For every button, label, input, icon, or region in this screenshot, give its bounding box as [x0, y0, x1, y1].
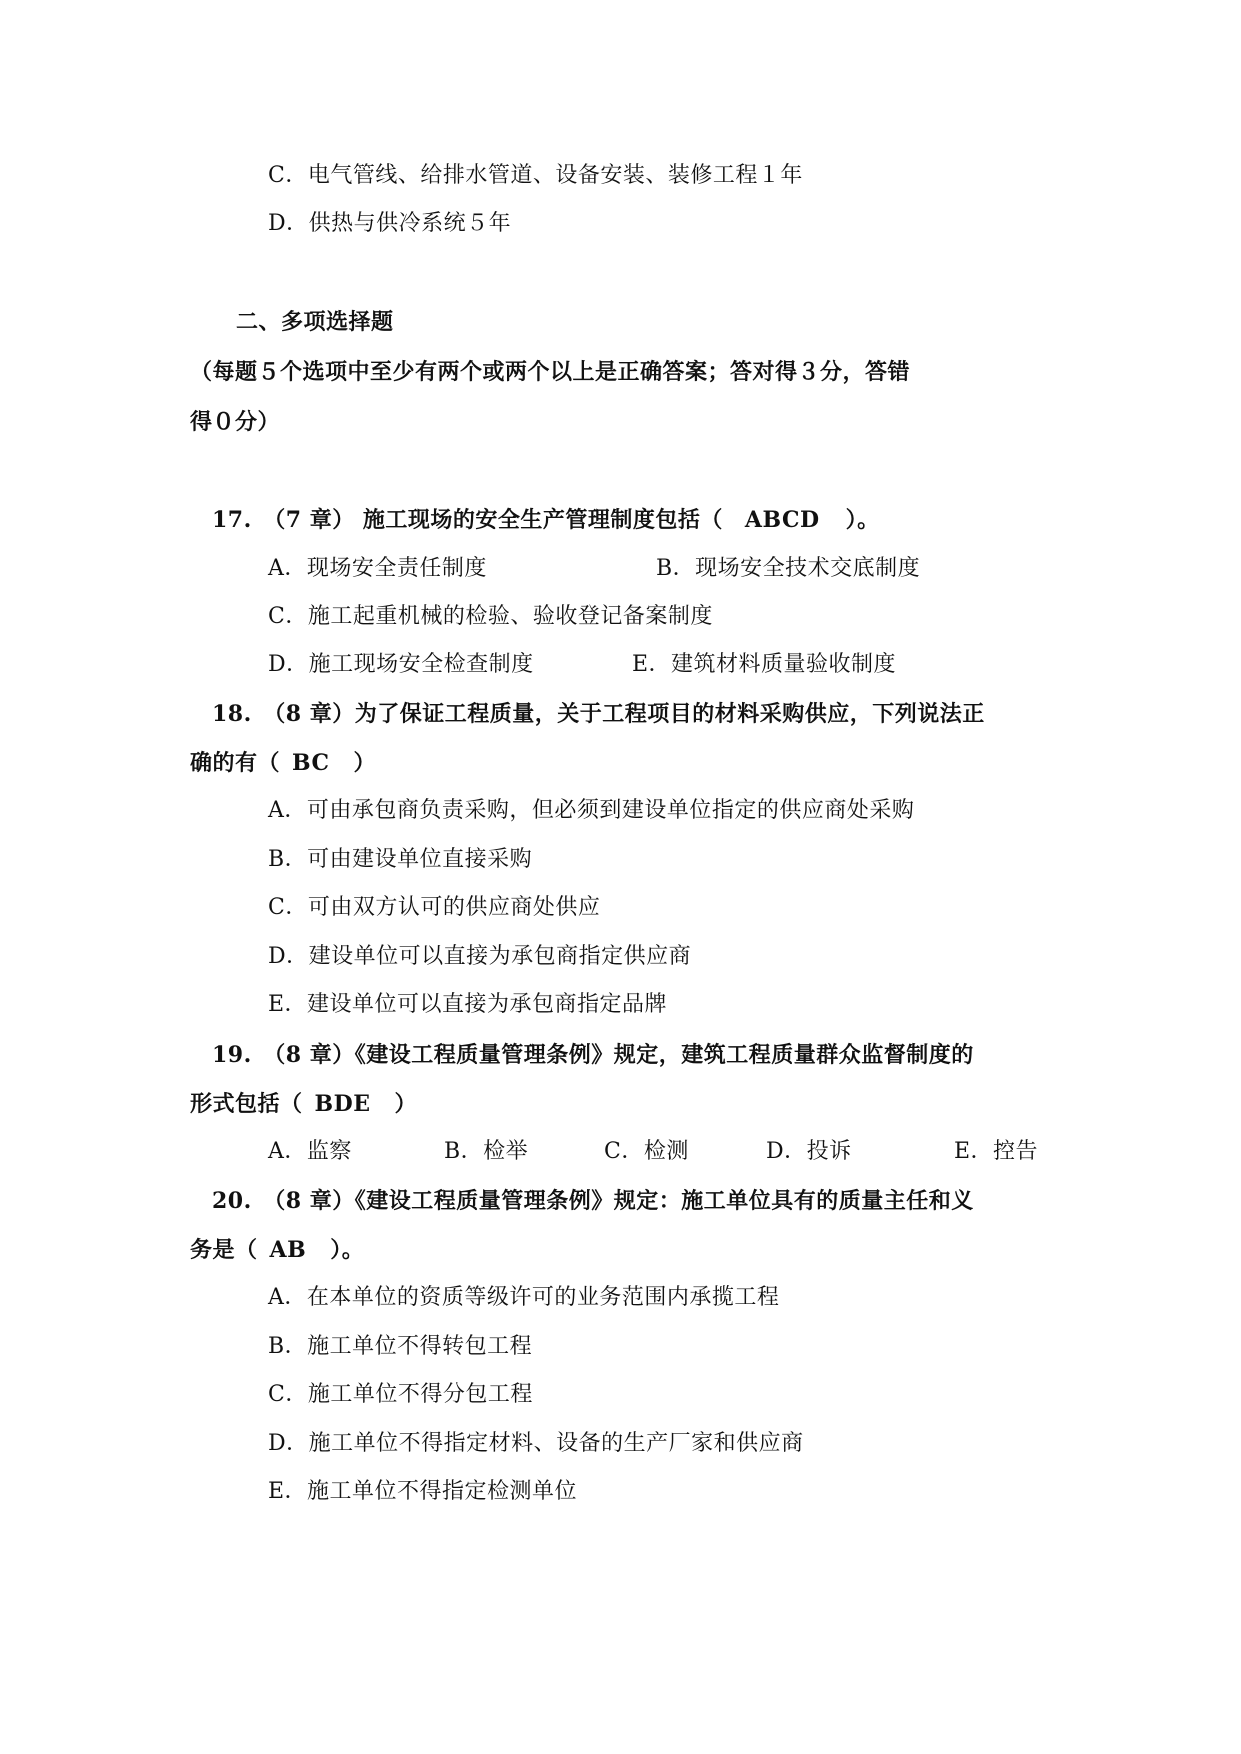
question-17-option-d: D．施工现场安全检查制度 — [268, 652, 534, 677]
question-18-option-e: E．建设单位可以直接为承包商指定品牌 — [268, 992, 668, 1017]
question-19-prefix: 形式包括（ — [190, 1091, 303, 1117]
question-20-stem-line1: 20. （8 章）《建设工程质量管理条例》规定：施工单位具有的质量主任和义 — [212, 1188, 974, 1214]
question-17-option-a: A．现场安全责任制度 — [268, 556, 487, 581]
question-19-option-c: C．检测 — [604, 1139, 689, 1164]
question-18-option-a: A．可由承包商负责采购，但必须到建设单位指定的供应商处采购 — [268, 798, 915, 823]
question-20-option-e: E．施工单位不得指定检测单位 — [268, 1479, 578, 1504]
question-19-answer: BDE — [314, 1091, 371, 1117]
question-17-suffix: ）。 — [845, 507, 880, 533]
question-18-prefix: 确的有（ — [190, 750, 281, 776]
question-17-answer: ABCD — [744, 507, 820, 533]
question-17-option-b: B．现场安全技术交底制度 — [656, 556, 921, 581]
question-18-stem-line1: 18. （8 章）为了保证工程质量，关于工程项目的材料采购供应，下列说法正 — [212, 701, 985, 727]
question-19-option-b: B．检举 — [444, 1139, 529, 1164]
question-18-option-b: B．可由建设单位直接采购 — [268, 847, 533, 872]
question-20-suffix: ）。 — [330, 1237, 365, 1263]
option-d-text: D．供热与供冷系统５年 — [268, 211, 512, 236]
section-heading: 二、多项选择题 — [236, 309, 394, 335]
question-20-prefix: 务是（ — [190, 1237, 258, 1263]
question-17-option-e: E．建筑材料质量验收制度 — [632, 652, 897, 677]
question-20-option-b: B．施工单位不得转包工程 — [268, 1334, 533, 1359]
question-18-stem-line2 — [190, 748, 376, 778]
option-c-text: C．电气管线、给排水管道、设备安装、装修工程１年 — [268, 163, 803, 188]
question-20-answer: AB — [269, 1237, 307, 1263]
question-18-suffix: ） — [353, 750, 377, 776]
question-17-stem — [212, 505, 880, 535]
question-18-option-c: C．可由双方认可的供应商处供应 — [268, 895, 601, 920]
question-18-answer: BC — [292, 750, 330, 776]
section-note-line1: （每题５个选项中至少有两个或两个以上是正确答案；答对得３分，答错 — [190, 359, 911, 385]
section-note-line2: 得０分） — [190, 409, 281, 435]
question-20-stem-line2 — [190, 1235, 364, 1265]
question-19-stem-line2 — [190, 1089, 417, 1119]
question-20-option-d: D．施工单位不得指定材料、设备的生产厂家和供应商 — [268, 1431, 804, 1456]
question-19-options-row — [0, 1137, 1241, 1167]
question-20-option-a: A．在本单位的资质等级许可的业务范围内承揽工程 — [268, 1285, 780, 1310]
question-19-option-d: D．投诉 — [766, 1139, 852, 1164]
question-19-stem-line1: 19. （8 章）《建设工程质量管理条例》规定，建筑工程质量群众监督制度的 — [212, 1042, 974, 1068]
question-17-option-c: C．施工起重机械的检验、验收登记备案制度 — [268, 604, 713, 629]
question-17-prefix: 17. （7 章） 施工现场的安全生产管理制度包括（ — [212, 507, 723, 533]
question-20-option-c: C．施工单位不得分包工程 — [268, 1382, 533, 1407]
question-19-suffix: ） — [394, 1091, 417, 1117]
question-19-option-e: E．控告 — [954, 1139, 1039, 1164]
question-19-option-a: A．监察 — [268, 1139, 352, 1164]
question-18-option-d: D．建设单位可以直接为承包商指定供应商 — [268, 944, 692, 969]
